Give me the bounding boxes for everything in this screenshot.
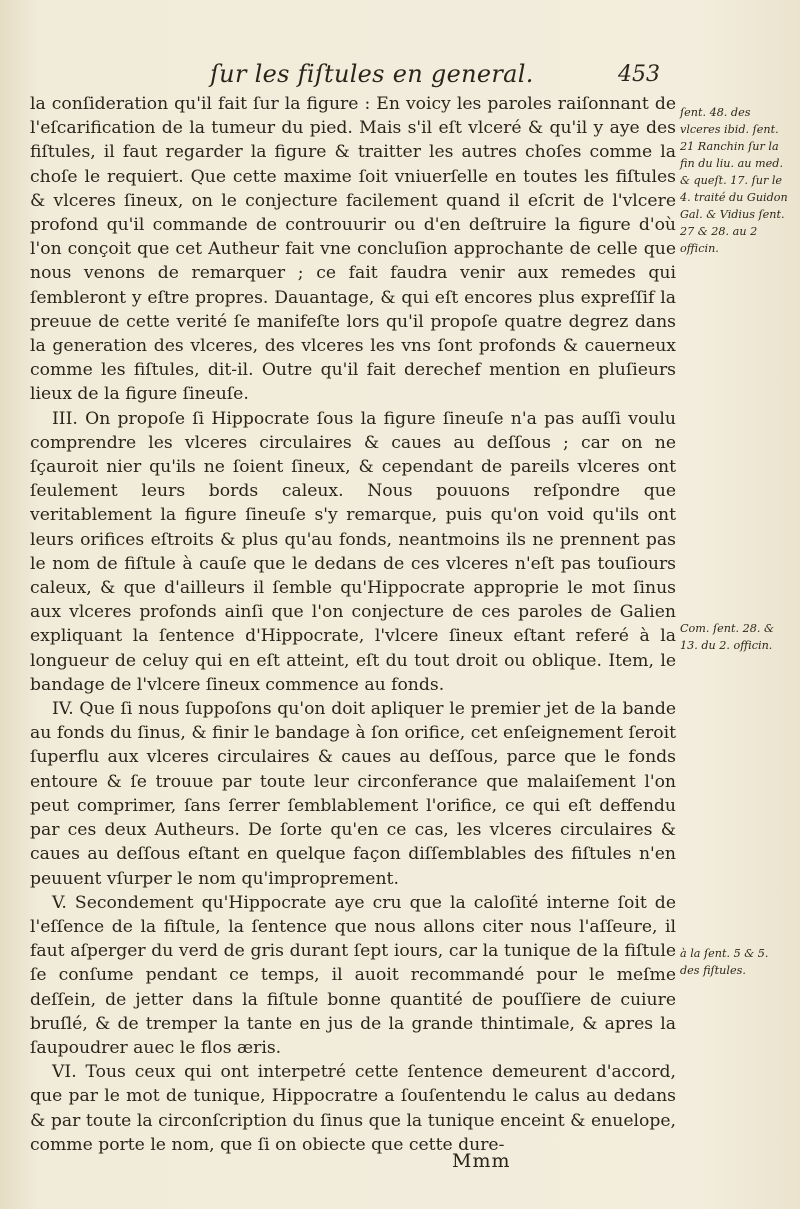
page-number: 453 xyxy=(618,62,660,87)
paragraph-v: V. Secondement qu'Hippocrate aye cru que la caloſité interne ſoit de l'eſſence de la fiſtule, la ſentence que nous allons citer nous l'aſſeure, il faut aſperger du verd de gris durant ſept iours, car la tunique de la fiſtule ſe conſume pendant ce temps, il auoit recommandé pour le meſme deſſein, de jetter dans la fiſtule bonne quantité de pouſſiere de cuiure bruſlé, & de tremper la tante en jus de la grande thintimale, & apres la ſaupoudrer auec le flos æris. xyxy=(30,892,676,1058)
running-head: ſur les fiſtules en general. xyxy=(210,60,534,88)
signature-mark: Mmm xyxy=(452,1150,511,1172)
paragraph-iii: III. On propoſe ſi Hippocrate ſous la figure ſineuſe n'a pas auſſi voulu comprendre les vlceres circulaires & caues au deſſous ; car on ne ſçauroit nier qu'ils ne ſoient ſineux, & cependant de pareils vlceres ont ſeulement leurs bords caleux. Nous pouuons reſpondre que veritablement la figure ſineuſe s'y remarque, puis qu'on void qu'ils ont leurs orifices eſtroits & plus qu'au fonds, neantmoins ils ne prennent pas le nom de fiſtule à cauſe que le dedans de ces vlceres n'eſt pas touſiours caleux, & que d'ailleurs il ſemble qu'Hippocrate approprie le mot ſinus aux vlceres profonds ainſi que l'on conjecture de ces paroles de Galien expliquant la ſentence d'Hippocrate, l'vlcere ſineux eſtant referé à la longueur de celuy qui en eſt atteint, eſt du tout droit ou oblique. Item, le bandage de l'vlcere ſineux commence au fonds. xyxy=(30,408,676,695)
main-text xyxy=(30,92,676,1157)
paragraph-iv: IV. Que ſi nous ſuppoſons qu'on doit apliquer le premier jet de la bande au fonds du ſinus, & finir le bandage à ſon orifice, cet enſeignement ſeroit ſuperflu aux vlceres circulaires & caues au deſſous, parce que le fonds entoure & ſe trouue par toute leur circonferance que malaiſement l'on peut comprimer, ſans ſerrer ſemblablement l'orifice, ce qui eſt deffendu par ces deux Autheurs. De ſorte qu'en ce cas, les vlceres circulaires & caues au deſſous eſtant en quelque façon diſſemblables des fiſtules n'en peuuent vſurper le nom qu'improprement. xyxy=(30,699,676,889)
paragraph-intro: la conſideration qu'il fait ſur la figure : En voicy les paroles raiſonnant de l'eſcarification de la tumeur du pied. Mais s'il eſt vlceré & qu'il y aye des fiſtules, il faut regarder la figure & traitter les autres choſes comme la choſe le requiert. Que cette maxime ſoit vniuerſelle en toutes les fiſtules & vlceres ſineux, on le conjecture facilement quand il eſcrit de l'vlcere profond qu'il commande de controuurir ou d'en deſtruire la figure d'où l'on conçoit que cet Autheur fait vne concluſion approchante de celle que nous venons de remarquer ; ce fait faudra venir aux remedes qui ſembleront y eſtre propres. Dauantage, & qui eſt encores plus expreſſif la preuue de cette verité ſe manifeſte lors qu'il propoſe quatre degrez dans la generation des vlceres, des vlceres les vns ſont profonds & cauerneux comme les fiſtules, dit-il. Outre qu'il fait derechef mention en pluſieurs lieux de la figure ſineuſe. xyxy=(30,94,676,405)
margin-note-2: Com. ſent. 28. & 13. du 2. officin. xyxy=(680,622,774,652)
margin-note-1: ſent. 48. des vlceres ibid. ſent. 21 Ranchin ſur la fin du liu. au med. & queſt. 17. ſur le 4. traité du Guidon Gal. & Vidius ſent. 27 & 28. au 2 officin. xyxy=(680,106,788,255)
page-header xyxy=(210,60,660,94)
paragraph-vi: VI. Tous ceux qui ont interpetré cette ſentence demeurent d'accord, que par le mot de tunique, Hippocratre a ſouſentendu le calus au dedans & par toute la circonſcription du ſinus que la tunique enceint & enuelope, comme porte le nom, que ſi on obiecte que cette dure- xyxy=(30,1062,676,1155)
margin-note-3: à la ſent. 5 & 5. des fiſtules. xyxy=(680,947,769,977)
